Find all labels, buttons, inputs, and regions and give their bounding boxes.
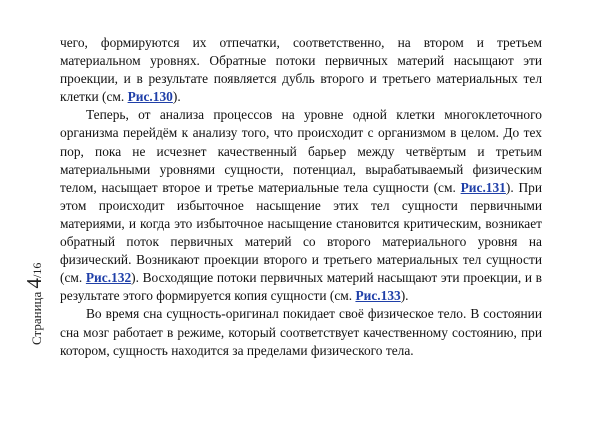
paragraph-3 xyxy=(60,305,542,359)
page-number-label xyxy=(22,263,47,345)
text-segment: ). При этом происходит избыточное насыщение этих тел сущности первичными материями, и когда это избыточное насыщение становится критическим, возникает обратный поток первичных материй со второго материального уровня на физический. Возникают проекции второго и третьего материальных тел сущности (см. xyxy=(60,179,543,286)
current-page-number: 4 xyxy=(22,277,46,289)
paragraph-1 xyxy=(60,34,542,106)
text-segment: Теперь, от анализа процессов на уровне одной клетки многоклеточного организма перейдём к анализу того, что происходит с организмом в целом. До тех пор, пока не исчезнет качественный барьер между четвёртым и третьим материальными уровнями сущности, потенциал, вырабатываемый физическим телом, насыщает второе и третье материальные тела сущности (см. xyxy=(60,107,542,195)
figure-link-131[interactable]: Рис.131 xyxy=(460,179,506,195)
paragraph-2 xyxy=(60,106,542,305)
figure-link-133[interactable]: Рис.133 xyxy=(355,288,401,304)
document-body xyxy=(60,34,542,360)
figure-link-130[interactable]: Рис.130 xyxy=(127,89,173,105)
text-segment: ). xyxy=(172,89,181,105)
text-segment: ). xyxy=(400,288,409,304)
text-segment: ). Восходящие потоки первичных материй насыщают эти проекции, и в результате этого формируется копия сущности (см. xyxy=(60,270,543,304)
figure-link-132[interactable]: Рис.132 xyxy=(85,270,132,286)
text-segment: чего, формируются их отпечатки, соответственно, на втором и третьем материальном уровнях. Обратные потоки первичных материй насыщают эти проекции, и в результате появляется дубль второго и третьего материальных тел клетки (см. xyxy=(60,35,542,105)
text-segment: Во время сна сущность-оригинал покидает своё физическое тело. В состоянии сна мозг работает в режиме, который соответствует качественному состоянию, при котором, сущность находится за пределами физического тела. xyxy=(60,306,542,358)
page-word: Страница xyxy=(29,288,44,345)
total-pages: /16 xyxy=(30,262,44,278)
